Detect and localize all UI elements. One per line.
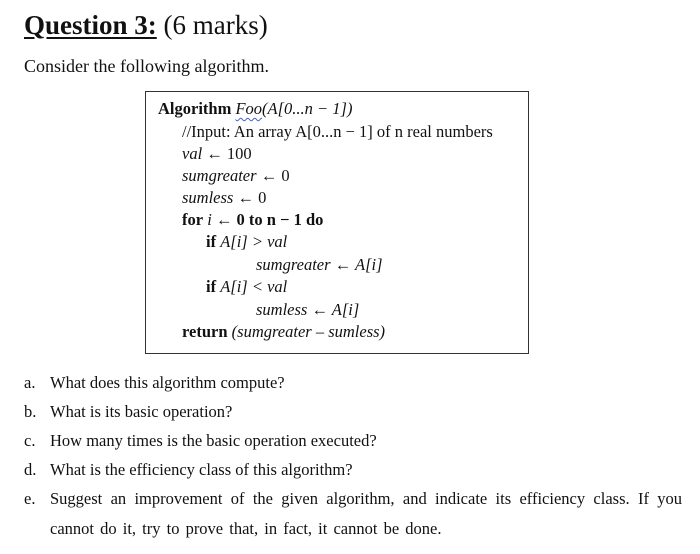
question-marks: (6 marks) — [163, 10, 268, 40]
return-keyword: return — [182, 322, 228, 341]
sumless-update-line: sumless ← A[i] — [256, 300, 360, 319]
algorithm-header — [158, 99, 352, 119]
sumless-assignment: ← 0 — [237, 188, 267, 207]
list-item-letter: c. — [24, 431, 36, 450]
list-item-letter: e. — [24, 489, 36, 508]
for-loop-line — [182, 210, 323, 230]
sumless-variable: sumless — [182, 188, 234, 207]
val-assignment: ← 100 — [206, 144, 252, 163]
algorithm-name: Foo — [235, 99, 263, 118]
list-item-letter: a. — [24, 373, 36, 392]
return-line — [182, 322, 385, 342]
list-item-text: Suggest an improvement of the given algorithm, and indicate its efficiency class. If you cannot do it, try to prove that, in fact, it cannot be done. — [50, 489, 682, 538]
sumgreater-variable: sumgreater — [182, 166, 257, 185]
list-item-text: What is its basic operation? — [50, 402, 233, 421]
algorithm-box — [145, 91, 529, 354]
if-keyword: if — [206, 277, 217, 296]
for-keyword: for — [182, 210, 204, 229]
sumgreater-init-line — [182, 166, 290, 186]
if-greater-condition: A[i] > val — [220, 232, 288, 251]
loop-range: ← 0 to n − 1 do — [215, 210, 324, 229]
sumless-init-line — [182, 188, 266, 208]
algorithm-keyword: Algorithm — [158, 99, 232, 118]
if-less-line — [206, 277, 287, 297]
algorithm-signature: (A[0...n − 1]) — [262, 99, 353, 118]
return-expression: (sumgreater – sumless) — [231, 322, 386, 341]
val-variable: val — [182, 144, 203, 163]
question-number: Question 3: — [24, 10, 157, 40]
list-item-text: How many times is the basic operation executed? — [50, 431, 377, 450]
intro-text: Consider the following algorithm. — [24, 56, 269, 76]
loop-variable: i — [207, 210, 212, 229]
question-heading — [24, 8, 268, 42]
if-greater-line — [206, 232, 287, 252]
if-keyword: if — [206, 232, 217, 251]
list-item-letter: d. — [24, 460, 37, 479]
sumgreater-update-line: sumgreater ← A[i] — [256, 255, 383, 274]
val-init-line — [182, 144, 252, 164]
sumgreater-assignment: ← 0 — [260, 166, 290, 185]
if-less-condition: A[i] < val — [220, 277, 288, 296]
list-item-text: What is the efficiency class of this algorithm? — [50, 460, 353, 479]
list-item-letter: b. — [24, 402, 37, 421]
input-comment: //Input: An array A[0...n − 1] of n real numbers — [182, 122, 493, 141]
list-item-text: What does this algorithm compute? — [50, 373, 285, 392]
